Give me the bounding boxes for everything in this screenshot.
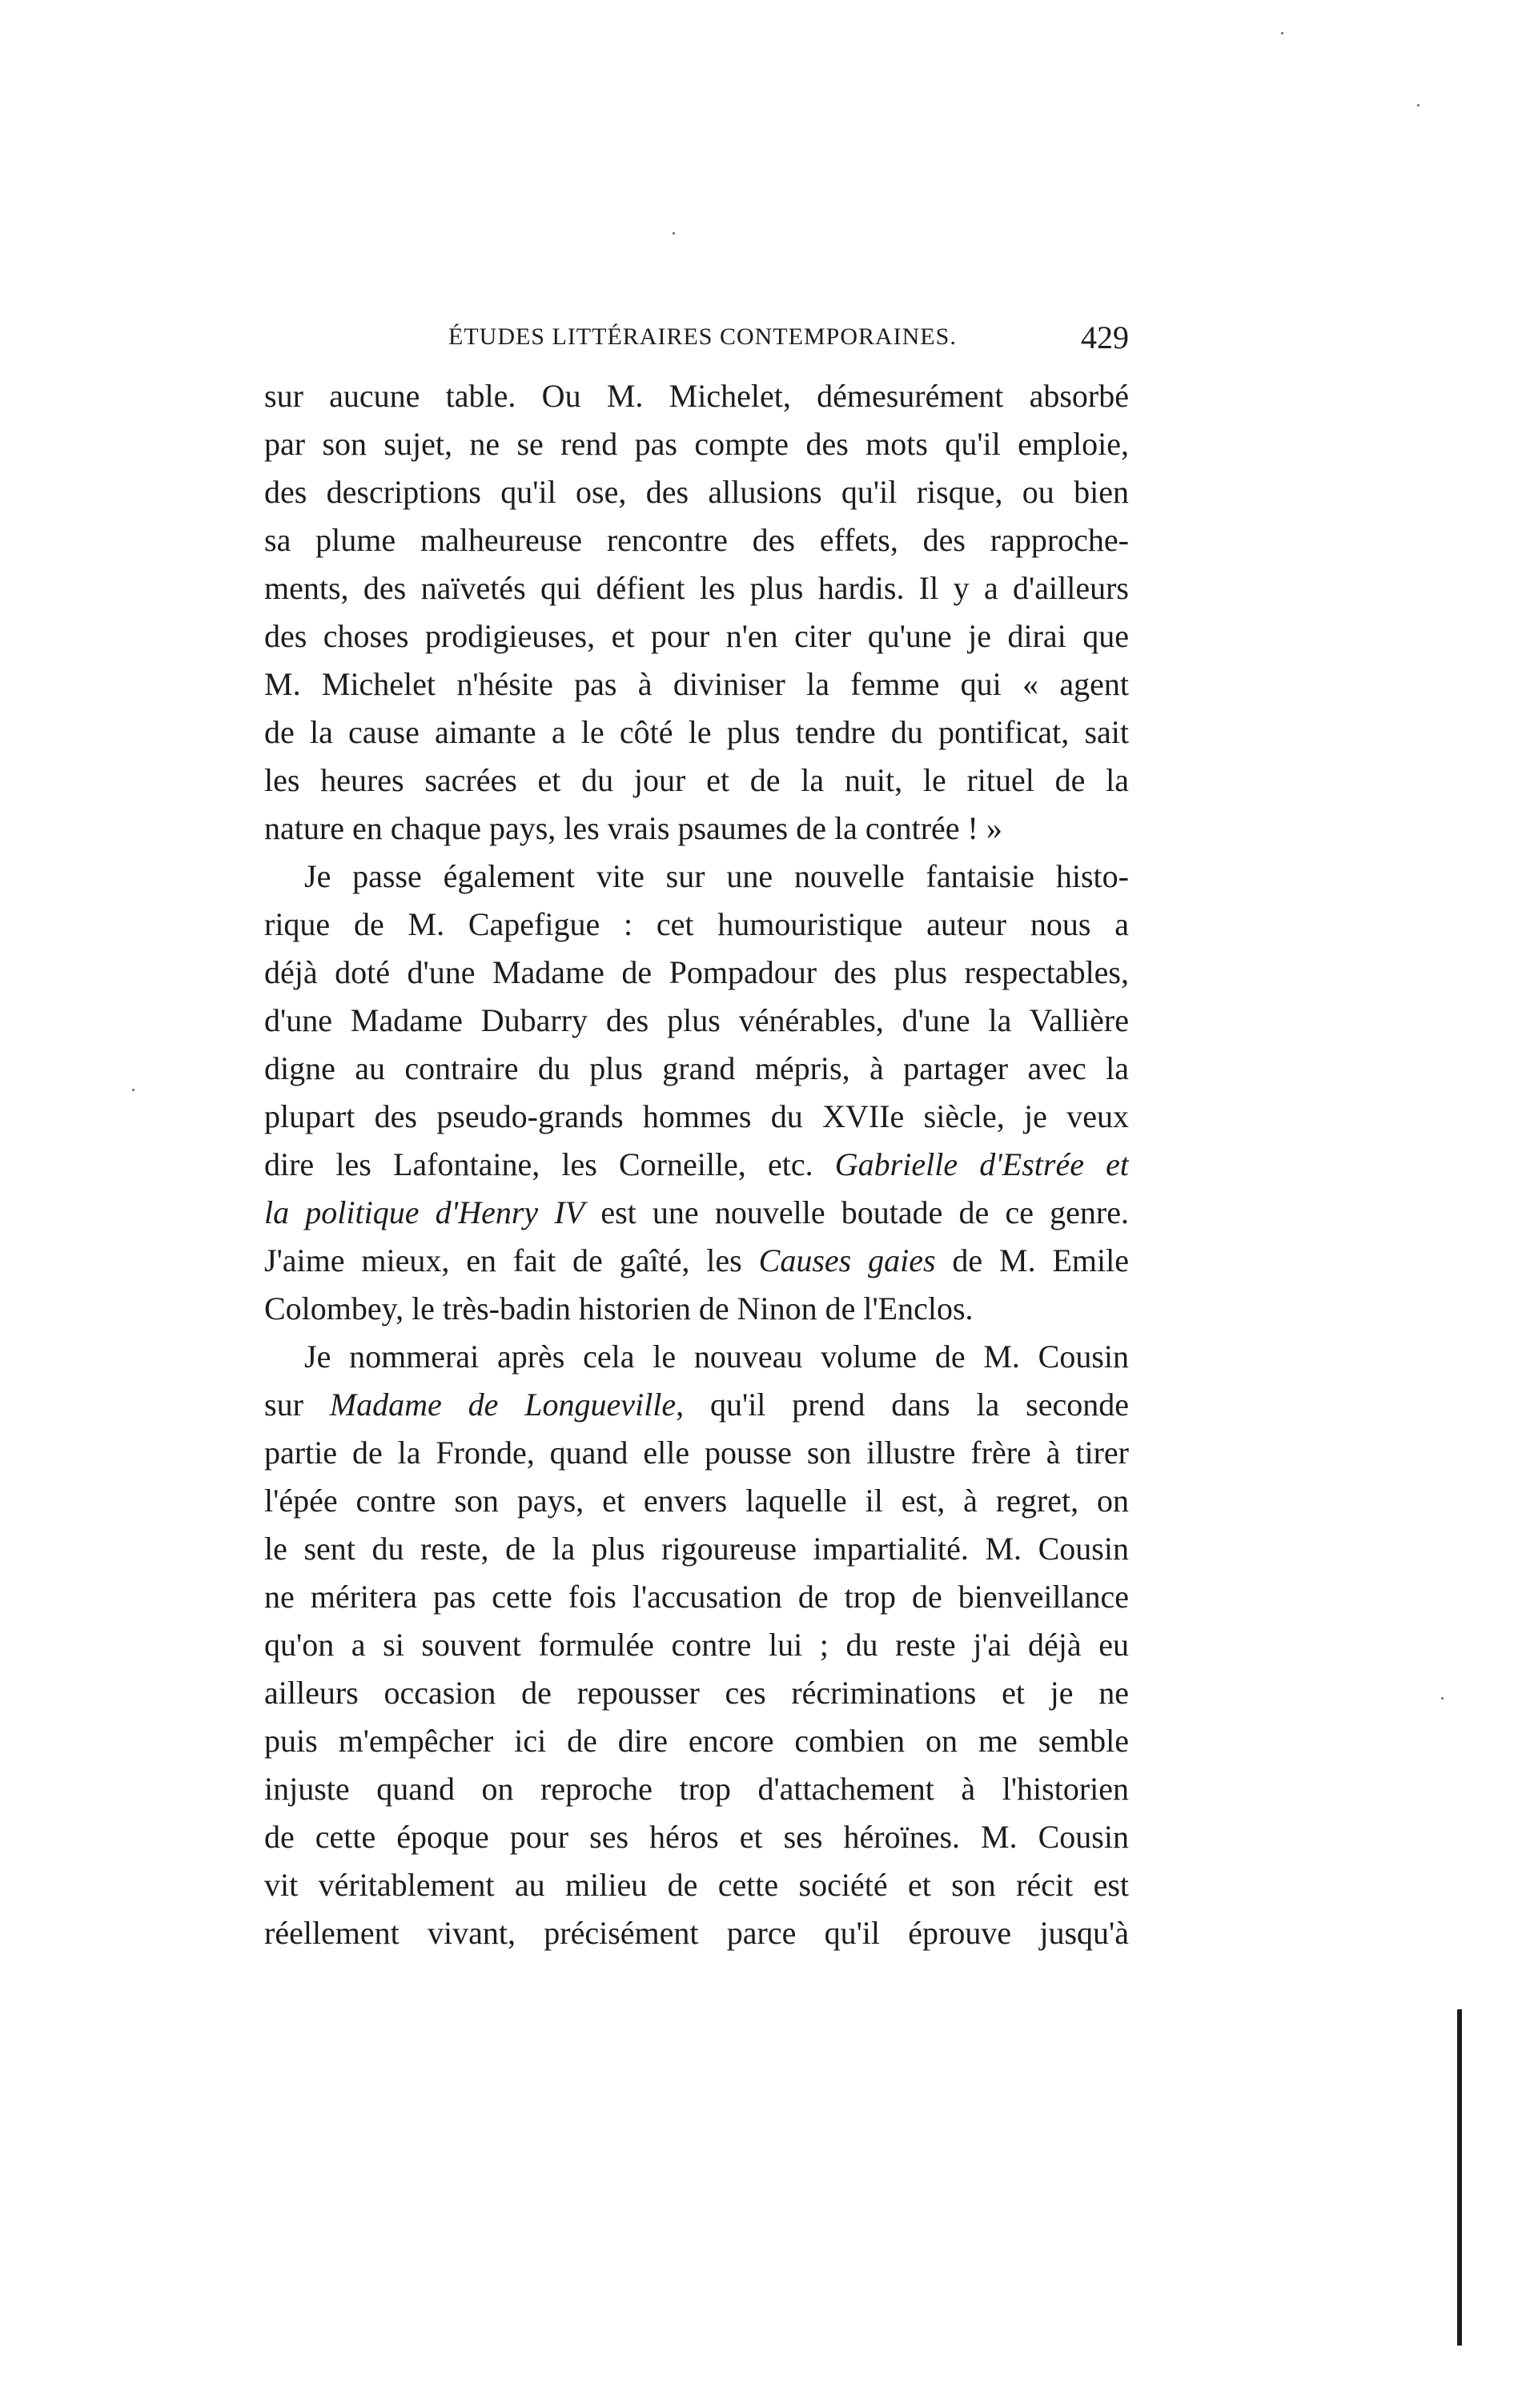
- text-line: partie de la Fronde, quand elle pousse son illustre frère à tirer: [264, 1435, 1129, 1471]
- text-line: par son sujet, ne se rend pas compte des mots qu'il emploie,: [264, 426, 1129, 462]
- running-head: [264, 319, 1129, 367]
- text-line: sa plume malheureuse rencontre des effets, des rapproche-: [264, 522, 1129, 558]
- text-line: réellement vivant, précisément parce qu'il éprouve jusqu'à: [264, 1915, 1129, 1951]
- text-line: le sent du reste, de la plus rigoureuse impartialité. M. Cousin: [264, 1531, 1129, 1567]
- text-line: de cette époque pour ses héros et ses héroïnes. M. Cousin: [264, 1819, 1129, 1855]
- text-line: vit véritablement au milieu de cette société et son récit est: [264, 1867, 1129, 1903]
- text-line: déjà doté d'une Madame de Pompadour des plus respectables,: [264, 954, 1129, 990]
- text-line: ments, des naïvetés qui défient les plus hardis. Il y a d'ailleurs: [264, 570, 1129, 606]
- text-line: les heures sacrées et du jour et de la nuit, le rituel de la: [264, 762, 1129, 798]
- scan-speck: [1281, 32, 1283, 34]
- text-line: injuste quand on reproche trop d'attachement à l'historien: [264, 1771, 1129, 1807]
- text-line: Colombey, le très-badin historien de Ninon de l'Enclos.: [264, 1290, 974, 1326]
- text-line: ne méritera pas cette fois l'accusation de trop de bienveillance: [264, 1579, 1129, 1615]
- text-line: plupart des pseudo-grands hommes du XVIIe siècle, je veux: [264, 1098, 1129, 1134]
- text-line: sur Madame de Longueville, qu'il prend dans la seconde: [264, 1387, 1129, 1423]
- text-line: des descriptions qu'il ose, des allusions qu'il risque, ou bien: [264, 474, 1129, 510]
- page-number: 429: [1081, 319, 1129, 355]
- text-line: d'une Madame Dubarry des plus vénérables, d'une la Vallière: [264, 1002, 1129, 1038]
- text-line: ailleurs occasion de repousser ces récriminations et je ne: [264, 1675, 1129, 1711]
- text-line: nature en chaque pays, les vrais psaumes de la contrée ! »: [264, 810, 1002, 846]
- running-title: ÉTUDES LITTÉRAIRES CONTEMPORAINES.: [448, 323, 957, 350]
- scan-speck: [1417, 104, 1420, 106]
- scan-speck: [673, 232, 675, 235]
- paragraph-start-line: Je nommerai après cela le nouveau volume de M. Cousin: [304, 1338, 1129, 1375]
- body-text: [264, 372, 1129, 1957]
- text-line: sur aucune table. Ou M. Michelet, démesurément absorbé: [264, 378, 1129, 414]
- scan-margin-rule: [1457, 2009, 1462, 2346]
- scan-speck: [132, 1089, 135, 1091]
- text-line: la politique d'Henry IV est une nouvelle boutade de ce genre.: [264, 1194, 1129, 1230]
- paragraph-start-line: Je passe également vite sur une nouvelle fantaisie histo-: [304, 858, 1129, 894]
- text-line: M. Michelet n'hésite pas à diviniser la femme qui « agent: [264, 666, 1129, 702]
- text-line: de la cause aimante a le côté le plus tendre du pontificat, sait: [264, 714, 1129, 750]
- text-line: dire les Lafontaine, les Corneille, etc. Gabrielle d'Estrée et: [264, 1146, 1129, 1182]
- text-line: l'épée contre son pays, et envers laquelle il est, à regret, on: [264, 1483, 1129, 1519]
- text-line: des choses prodigieuses, et pour n'en citer qu'une je dirai que: [264, 618, 1129, 654]
- book-title-italic: Madame de Longueville: [329, 1387, 677, 1423]
- book-title-italic: la politique d'Henry IV: [264, 1194, 585, 1230]
- text-line: puis m'empêcher ici de dire encore combien on me semble: [264, 1723, 1129, 1759]
- text-line: rique de M. Capefigue : cet humouristique auteur nous a: [264, 906, 1129, 942]
- scan-speck: [1441, 1697, 1444, 1700]
- text-line: J'aime mieux, en fait de gaîté, les Causes gaies de M. Emile: [264, 1242, 1129, 1278]
- text-line: qu'on a si souvent formulée contre lui ; du reste j'ai déjà eu: [264, 1627, 1129, 1663]
- text-line: digne au contraire du plus grand mépris, à partager avec la: [264, 1050, 1129, 1086]
- book-title-italic: Causes gaies: [758, 1242, 936, 1278]
- book-title-italic: Gabrielle d'Estrée et: [834, 1146, 1129, 1182]
